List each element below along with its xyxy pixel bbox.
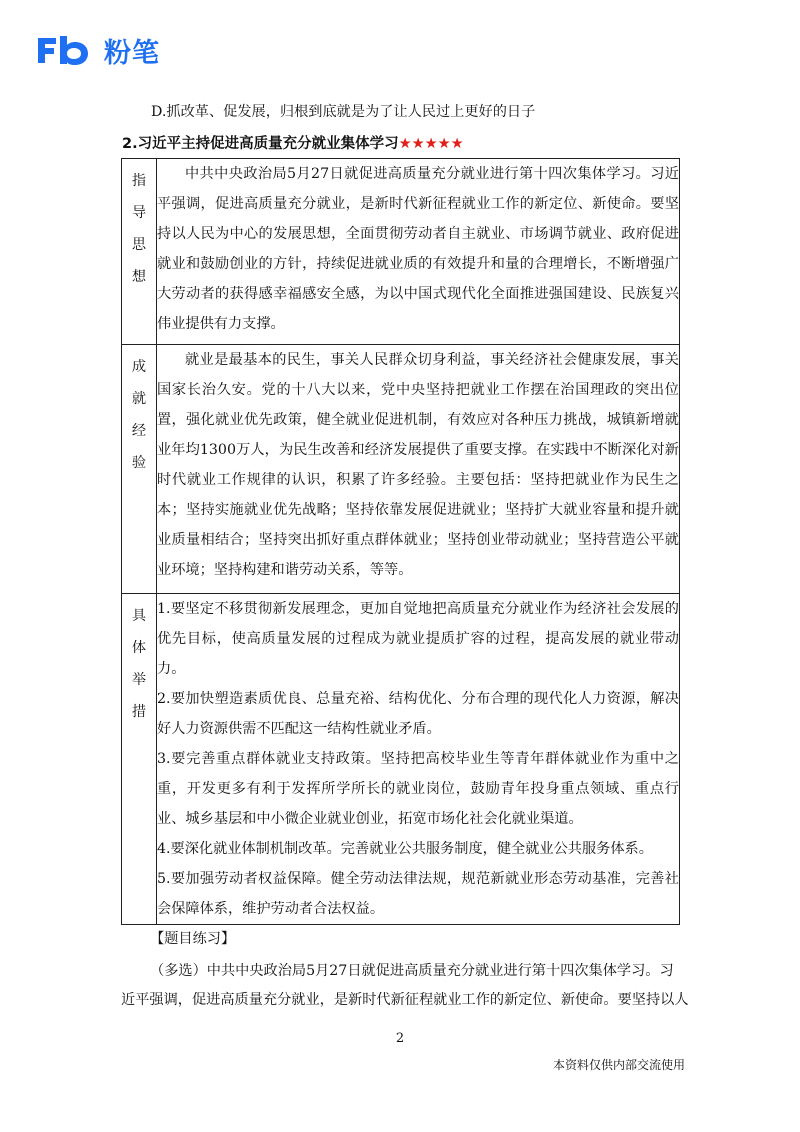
row-label	[122, 159, 157, 345]
paragraph: 就业是最基本的民生，事关人民群众切身利益，事关经济社会健康发展，事关国家长治久安。党的十八大以来，党中央坚持把就业工作摆在治国理政的突出位置，强化就业优先政策，健全就业促进机制，有效应对各种压力挑战，城镇新增就业年均1300万人，为民生改善和经济发展提供了重要支撑。在实践中不断深化对新时代就业工作规律的认识，积累了许多经验。主要包括：坚持把就业作为民生之本；坚持实施就业优先战略；坚持依靠发展促进就业；坚持扩大就业容量和提升就业质量相结合；坚持突出抓好重点群体就业；坚持创业带动就业；坚持营造公平就业环境；坚持构建和谐劳动关系，等等。	[157, 352, 679, 578]
label-char: 指	[131, 173, 147, 189]
measure-item: 5.要加强劳动者权益保障。健全劳动法律法规，规范新就业形态劳动基准，完善社会保障体系，维护劳动者合法权益。	[157, 871, 679, 917]
brand-name: 粉笔	[104, 37, 160, 69]
label-char: 体	[131, 640, 147, 656]
question-line-2: 近平强调，促进高质量充分就业，是新时代新征程就业工作的新定位、新使命。要坚持以人	[121, 992, 689, 1008]
brand-logo	[36, 30, 160, 70]
measure-item: 3.要完善重点群体就业支持政策。坚持把高校毕业生等青年群体就业作为重中之重，开发更多有利于发挥所学所长的就业岗位，鼓励青年投身重点领域、重点行业、城乡基层和中小微企业就业创业，拓宽市场化社会化就业渠道。	[157, 751, 679, 827]
table-row	[122, 159, 680, 345]
label-char: 举	[131, 672, 147, 688]
summary-table	[121, 158, 680, 925]
row-label	[122, 345, 157, 594]
label-char: 想	[131, 269, 147, 285]
measure-item: 4.要深化就业体制机制改革。完善就业公共服务制度，健全就业公共服务体系。	[157, 841, 653, 857]
page-number: 2	[395, 1031, 405, 1046]
label-char: 就	[131, 391, 147, 407]
label-char: 验	[131, 455, 147, 471]
star-rating: ★★★★★	[398, 136, 464, 152]
row-content	[157, 345, 680, 594]
option-d: D.抓改革、促发展，归根到底就是为了让人民过上更好的日子	[151, 104, 536, 120]
footer-note: 本资料仅供内部交流使用	[552, 1058, 685, 1072]
table-row	[122, 594, 680, 925]
fb-logo-icon	[36, 34, 100, 66]
label-char: 思	[131, 237, 147, 253]
row-content	[157, 159, 680, 345]
label-char: 经	[131, 423, 147, 439]
table-row	[122, 345, 680, 594]
question-line-1: （多选）中共中央政治局5月27日就促进高质量充分就业进行第十四次集体学习。习	[150, 963, 674, 979]
measure-item: 1.要坚定不移贯彻新发展理念，更加自觉地把高质量充分就业作为经济社会发展的优先目标，使高质量发展的过程成为就业提质扩容的过程，提高发展的就业带动力。	[157, 601, 679, 677]
row-label	[122, 594, 157, 925]
label-char: 导	[131, 205, 147, 221]
section-title-text: 2.习近平主持促进高质量充分就业集体学习	[122, 136, 399, 152]
measure-item: 2.要加快塑造素质优良、总量充裕、结构优化、分布合理的现代化人力资源，解决好人力资源供需不匹配这一结构性就业矛盾。	[157, 691, 679, 737]
label-char: 措	[131, 704, 147, 720]
practice-title: 【题目练习】	[150, 931, 236, 947]
paragraph: 中共中央政治局5月27日就促进高质量充分就业进行第十四次集体学习。习近平强调，促进高质量充分就业，是新时代新征程就业工作的新定位、新使命。要坚持以人民为中心的发展思想，全面贯彻劳动者自主就业、市场调节就业、政府促进就业和鼓励创业的方针，持续促进就业质的有效提升和量的合理增长，不断增强广大劳动者的获得感幸福感安全感，为以中国式现代化全面推进强国建设、民族复兴伟业提供有力支撑。	[157, 166, 679, 332]
label-char: 具	[131, 608, 147, 624]
row-content	[157, 594, 680, 925]
section-title	[122, 133, 464, 155]
label-char: 成	[131, 359, 147, 375]
